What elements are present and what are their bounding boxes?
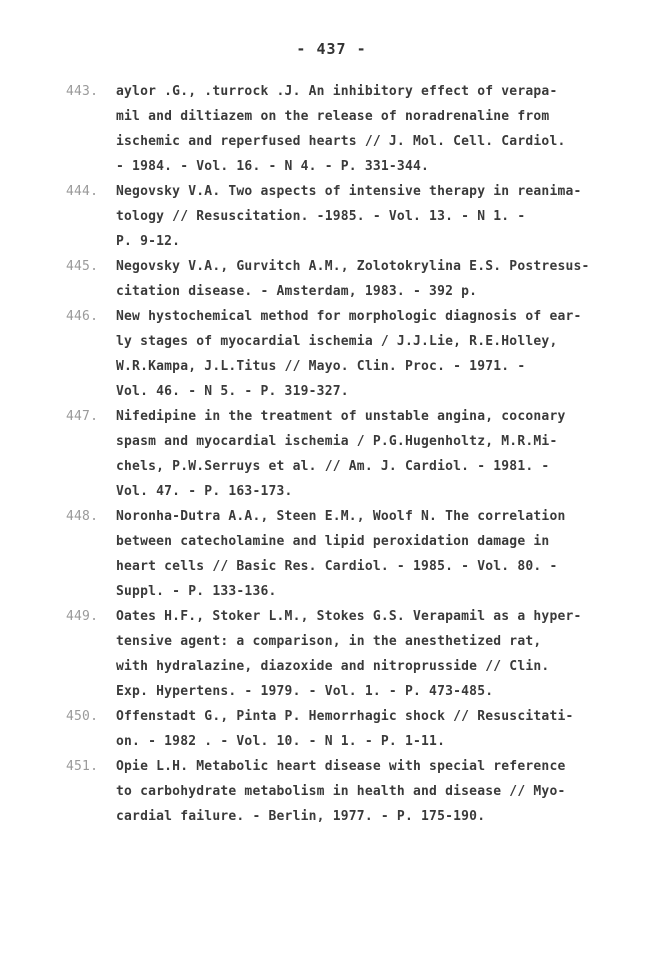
reference-text-line: aylor .G., .turrock .J. An inhibitory effect of verapa- [116, 84, 558, 99]
reference-text-line: ischemic and reperfused hearts // J. Mol. Cell. Cardiol. [116, 134, 566, 149]
reference-text-line: Nifedipine in the treatment of unstable angina, coconary [116, 409, 566, 424]
reference-text-line: to carbohydrate metabolism in health and disease // Myo- [116, 784, 566, 799]
reference-item [66, 254, 626, 304]
reference-text-line: cardial failure. - Berlin, 1977. - P. 175-190. [116, 809, 486, 824]
reference-text-line: on. - 1982 . - Vol. 10. - N 1. - P. 1-11. [116, 734, 446, 749]
reference-text-line: Suppl. - P. 133-136. [116, 584, 277, 599]
reference-item [66, 304, 626, 404]
reference-text-line: Vol. 47. - P. 163-173. [116, 484, 293, 499]
reference-text-line: Vol. 46. - N 5. - P. 319-327. [116, 384, 349, 399]
reference-text-line: spasm and myocardial ischemia / P.G.Hugenholtz, M.R.Mi- [116, 434, 558, 449]
reference-text-line: P. 9-12. [116, 234, 181, 249]
reference-item [66, 79, 626, 179]
reference-text-line: Negovsky V.A. Two aspects of intensive therapy in reanima- [116, 184, 582, 199]
reference-item [66, 404, 626, 504]
page-number: - 437 - [296, 40, 367, 58]
reference-text-line: chels, P.W.Serruys et al. // Am. J. Cardiol. - 1981. - [116, 459, 550, 474]
reference-item [66, 604, 626, 704]
reference-number: 447. [66, 409, 99, 424]
reference-text-line: mil and diltiazem on the release of noradrenaline from [116, 109, 550, 124]
reference-text-line: New hystochemical method for morphologic diagnosis of ear- [116, 309, 582, 324]
reference-number: 450. [66, 709, 99, 724]
reference-number: 445. [66, 259, 99, 274]
reference-text-line: citation disease. - Amsterdam, 1983. - 392 p. [116, 284, 478, 299]
reference-text-line: ly stages of myocardial ischemia / J.J.Lie, R.E.Holley, [116, 334, 558, 349]
reference-number: 444. [66, 184, 99, 199]
reference-number: 448. [66, 509, 99, 524]
reference-text-line: tensive agent: a comparison, in the anesthetized rat, [116, 634, 542, 649]
reference-text-line: Oates H.F., Stoker L.M., Stokes G.S. Verapamil as a hyper- [116, 609, 582, 624]
reference-text-line: with hydralazine, diazoxide and nitroprusside // Clin. [116, 659, 550, 674]
reference-text-line: W.R.Kampa, J.L.Titus // Mayo. Clin. Proc. - 1971. - [116, 359, 526, 374]
reference-item [66, 179, 626, 254]
reference-text-line: between catecholamine and lipid peroxidation damage in [116, 534, 550, 549]
reference-number: 451. [66, 759, 99, 774]
reference-text-line: Noronha-Dutra A.A., Steen E.M., Woolf N. The correlation [116, 509, 566, 524]
reference-item [66, 504, 626, 604]
reference-text-line: Opie L.H. Metabolic heart disease with special reference [116, 759, 566, 774]
reference-item [66, 704, 626, 754]
reference-number: 449. [66, 609, 99, 624]
reference-text-line: Negovsky V.A., Gurvitch A.M., Zolotokrylina E.S. Postresus- [116, 259, 590, 274]
reference-text-line: Offenstadt G., Pinta P. Hemorrhagic shock // Resuscitati- [116, 709, 574, 724]
reference-number: 443. [66, 84, 99, 99]
reference-list [66, 79, 626, 829]
reference-text-line: Exp. Hypertens. - 1979. - Vol. 1. - P. 473-485. [116, 684, 494, 699]
reference-text-line: heart cells // Basic Res. Cardiol. - 1985. - Vol. 80. - [116, 559, 558, 574]
reference-text-line: tology // Resuscitation. -1985. - Vol. 13. - N 1. - [116, 209, 526, 224]
reference-number: 446. [66, 309, 99, 324]
reference-item [66, 754, 626, 829]
reference-text-line: - 1984. - Vol. 16. - N 4. - P. 331-344. [116, 159, 430, 174]
